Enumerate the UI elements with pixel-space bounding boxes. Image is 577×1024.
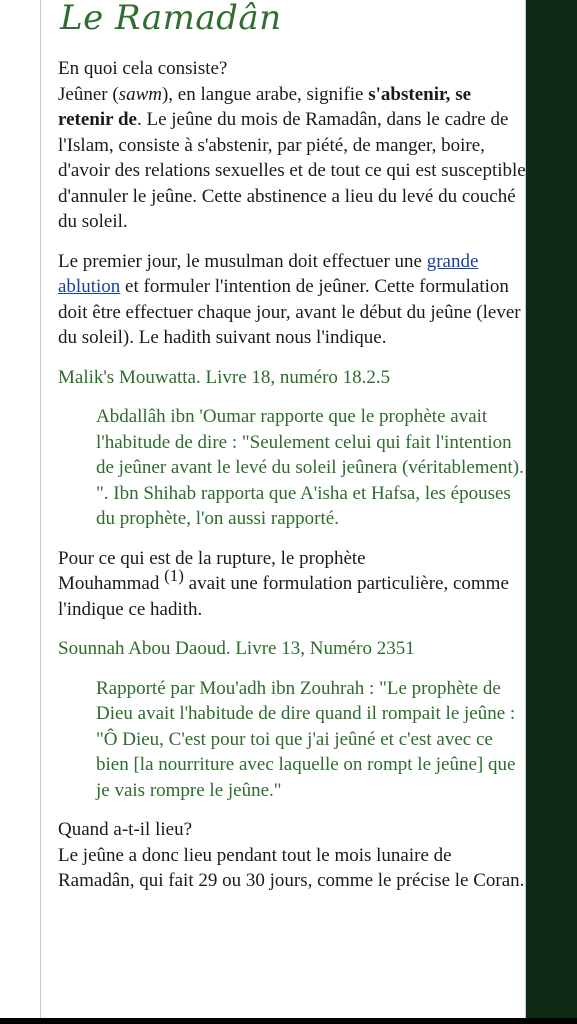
p1-term-sawm: sawm <box>118 83 162 105</box>
bottom-edge <box>0 1018 577 1024</box>
grande-ablution-link[interactable]: grande ablution <box>58 250 479 297</box>
page-title: Le Ramadân <box>60 0 282 38</box>
p4-text: Le jeûne a donc lieu pendant tout le mois lunaire de Ramadân, qui fait 29 ou 30 jours, comme le précise le Coran. <box>58 844 525 891</box>
p2-text-b: et formuler l'intention de jeûner. Cette formulation doit être effectuer chaque jour, avant le début du jeûne (lever du soleil). Le hadith suivant nous l'indique. <box>58 276 521 348</box>
paragraph-rupture <box>58 546 526 623</box>
hadith-quote-2: Rapporté par Mou'adh ibn Zouhrah : "Le prophète de Dieu avait l'habitude de dire quand il rompait le jeûne : "Ô Dieu, C'est pour toi que j'ai jeûné et c'est avec ce bien [la nourriture avec laquelle on rompt le jeûne] que je vais rompre le jeûne." <box>96 677 516 801</box>
paragraph-when <box>58 817 526 894</box>
hadith-quote-1: Abdallâh ibn 'Oumar rapporte que le prophète avait l'habitude de dire : "Seulement celui qui fait l'intention de jeûner avant le levé du soleil jeûnera (véritablement). ". Ibn Shihab rapporta que A'isha et Hafsa, les épouses du prophète, l'on aussi rapporté. <box>96 406 524 529</box>
paragraph-what <box>58 56 526 235</box>
p3-text-b: Mouhammad <box>58 573 165 594</box>
p3-text-a: Pour ce qui est de la rupture, le prophète <box>58 547 366 569</box>
left-margin <box>0 0 40 1024</box>
reference-abou-daoud: Sounnah Abou Daoud. Livre 13, Numéro 2351 <box>58 638 415 659</box>
p3-text-c: avait une formulation particulière, comme l'indique ce hadith. <box>58 573 509 620</box>
paragraph-first-day <box>58 249 526 351</box>
p1-text-f: . Le jeûne du mois de Ramadân, dans le cadre de l'Islam, consiste à s'abstenir, par piété, de manger, boire, d'avoir des relations sexuelles et de tout ce qui est susceptible d'annuler le jeûne. Cette abstinence a lieu du levé du couché du soleil. <box>58 109 526 232</box>
footnote-marker[interactable]: (1) <box>164 566 184 585</box>
p2-text-a: Le premier jour, le musulman doit effectuer une <box>58 250 422 272</box>
question-heading-1: En quoi cela consiste? <box>58 58 228 79</box>
p1-bold-abstenir: s'abstenir, <box>368 83 451 105</box>
p1-text-c: ), en langue arabe, signifie <box>161 83 369 105</box>
right-background-band <box>526 0 577 1024</box>
article-body <box>58 56 526 908</box>
question-heading-2: Quand a-t-il lieu? <box>58 819 193 840</box>
reference-mouwatta: Malik's Mouwatta. Livre 18, numéro 18.2.5 <box>58 366 391 388</box>
p1-bold-retenir: se retenir de <box>58 83 472 130</box>
p1-text-a: Jeûner ( <box>58 83 119 105</box>
